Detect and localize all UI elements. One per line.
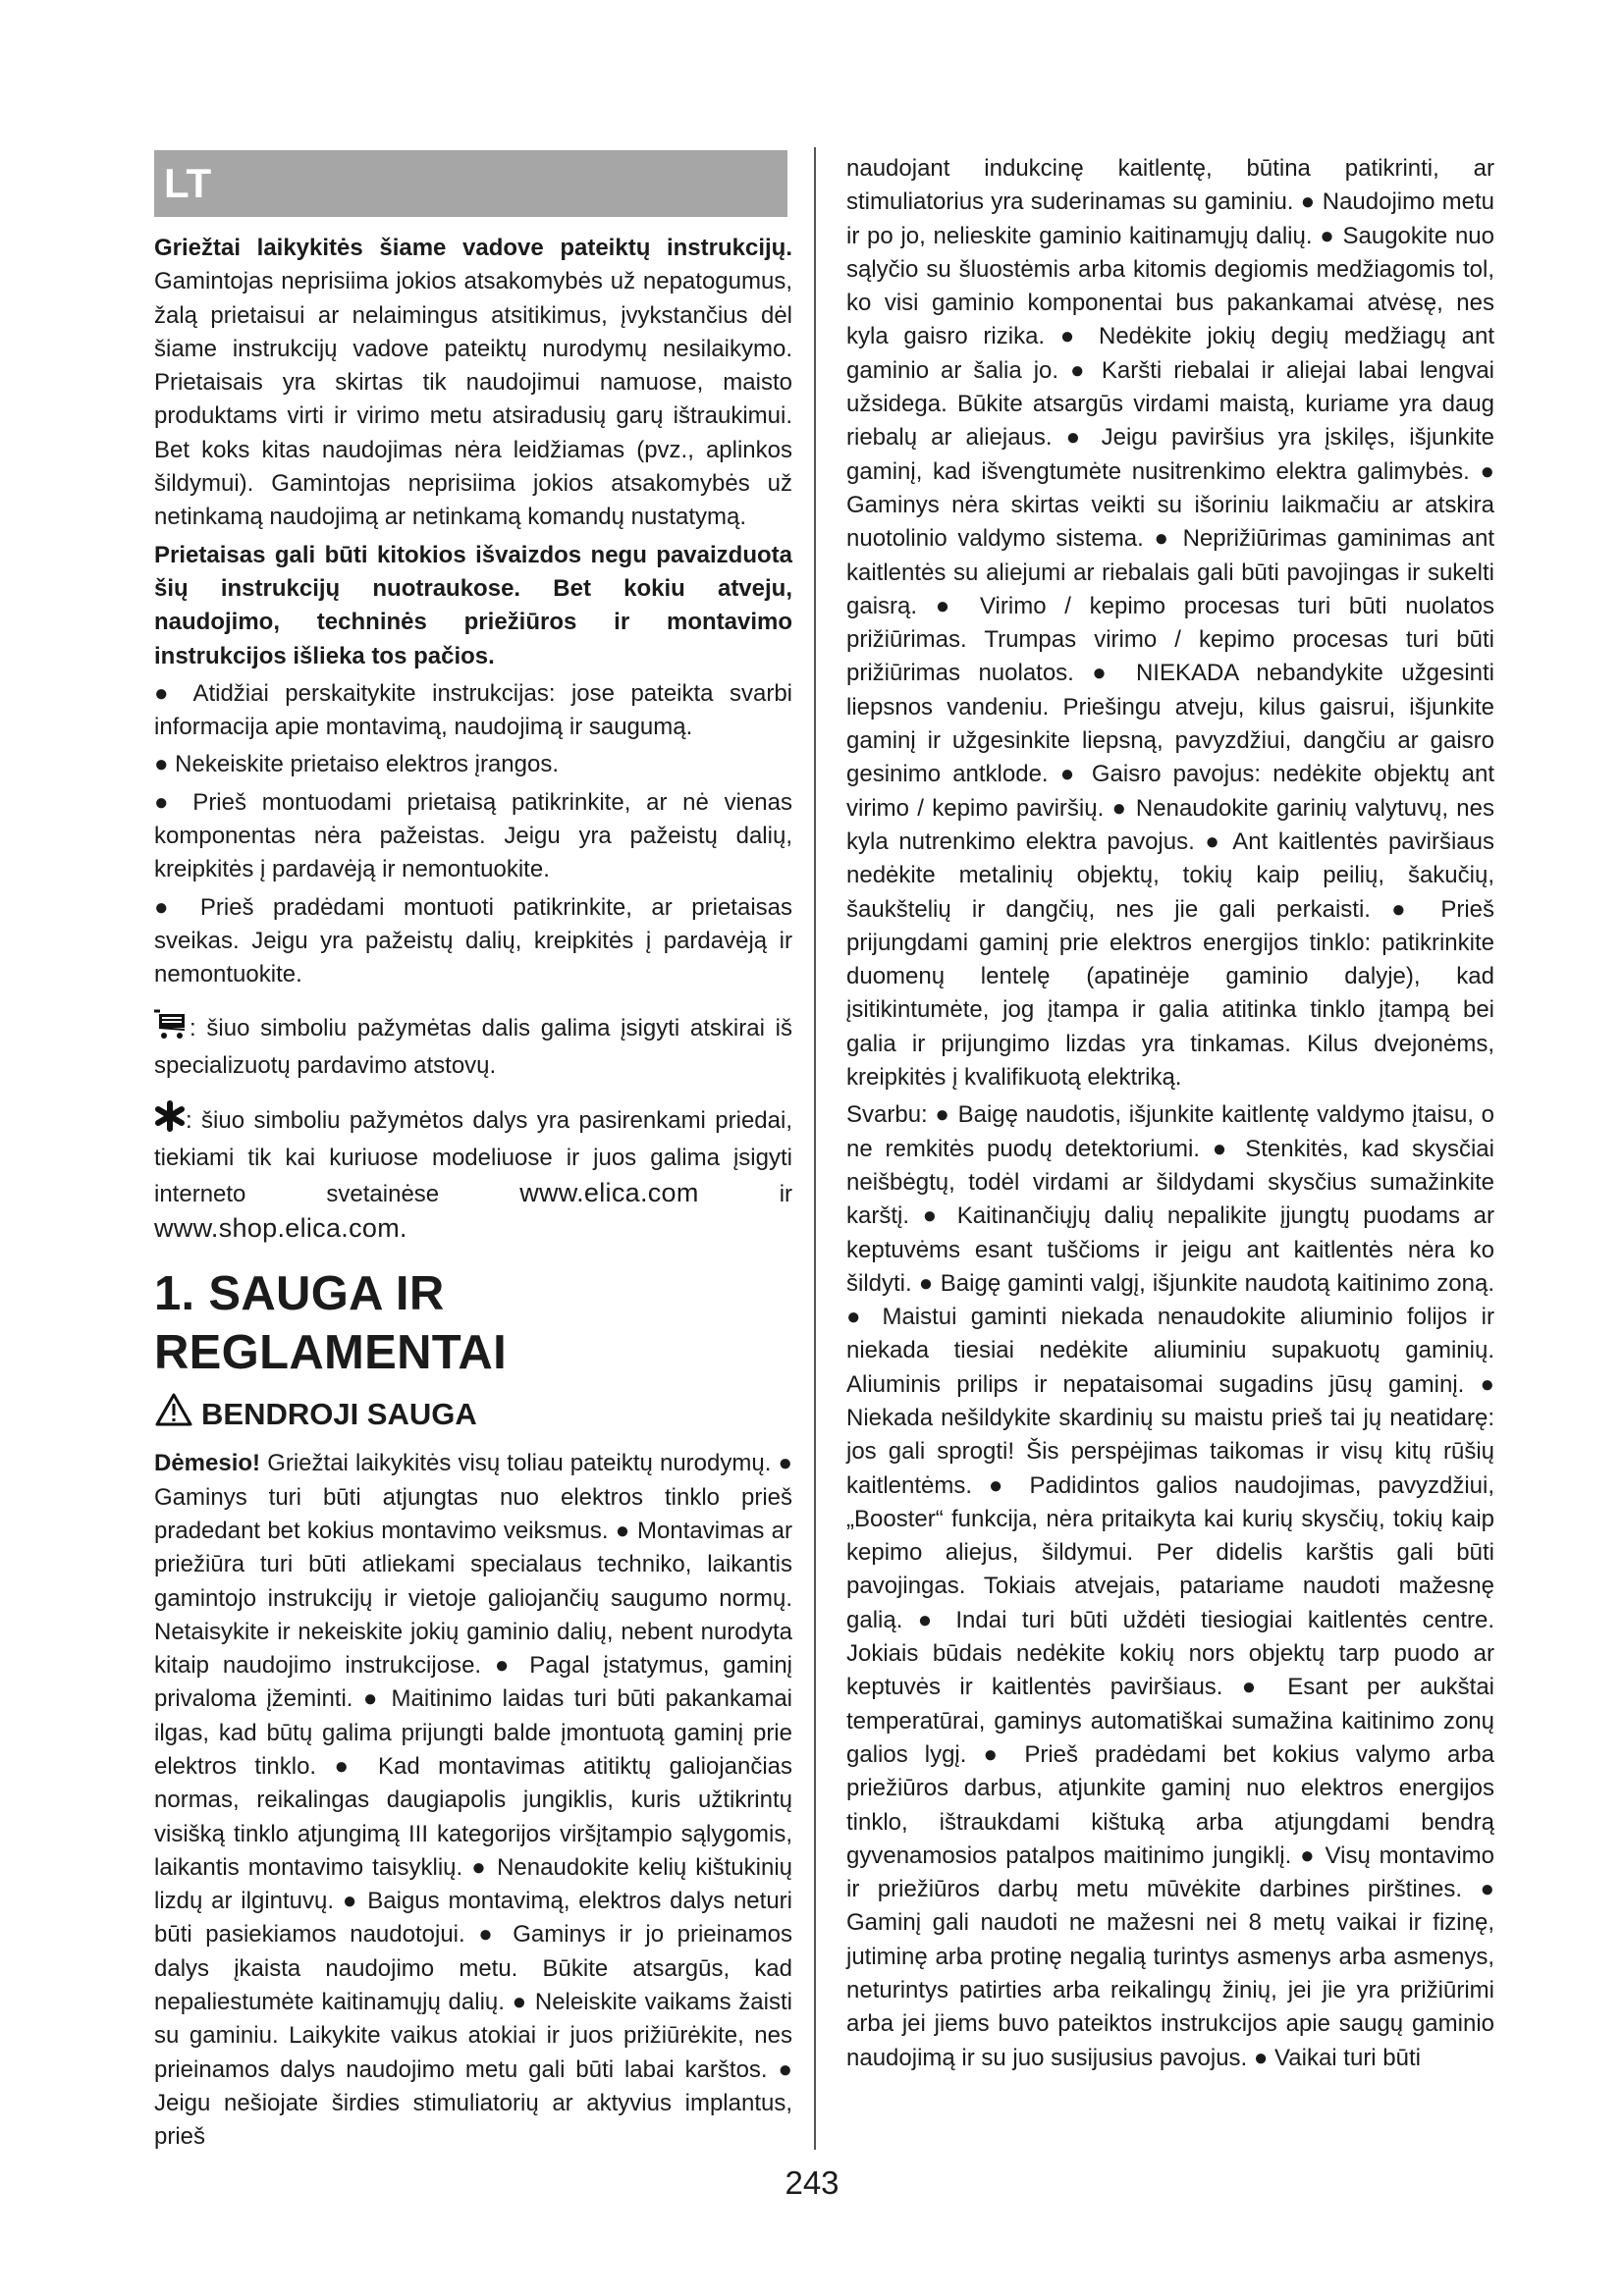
shopping-cart-icon	[154, 1008, 189, 1049]
safety-text: Griežtai laikykitės visų toliau pateiktų nurodymų. ● Gaminys turi būti atjungtas nuo elektros tinklo prieš pradedant bet kokius montavimo veiksmus. ● Montavimas ar priežiūra turi būti atliekami specialaus techniko, laikantis gamintojo instrukcijų ir vietoje galiojančių saugumo normų. Netaisykite ir nekeiskite jokių gaminio dalių, nebent nurodyta kitaip naudojimo instrukcijose. ● Pagal įstatymus, gaminį privaloma įžeminti. ● Maitinimo laidas turi būti pakankamai ilgas, kad būtų galima prijungti balde įmontuotą gaminį prie elektros tinklo. ● Kad montavimas atitiktų galiojančias normas, reikalingas daugiapolis jungiklis, kuris užtikrintų visišką tinklo atjungimą III kategorijos viršįtampio sąlygomis, laikantis montavimo taisyklių. ● Nenaudokite kelių kištukinių lizdų ar ilgintuvų. ● Baigus montavimą, elektros dalys neturi būti pasiekiamos naudotojui. ● Gaminys ir jo prieinamos dalys įkaista naudojimo metu. Būkite atsargūs, kad nepaliestumėte kaitinamųjų dalių. ● Neleiskite vaikams žaisti su gaminiu. Laikykite vaikus atokiai ir juos prižiūrėkite, nes prieinamos dalys naudojimo metu gali būti labai karštos. ● Jeigu nešiojate širdies stimuliatorių ar aktyvius implantus, prieš	[154, 1450, 793, 2151]
intro-bold-text: Griežtai laikykitės šiame vadove pateiktų instrukcijų.	[154, 235, 792, 261]
language-code: LT	[164, 160, 212, 206]
url-joiner: ir	[779, 1180, 793, 1207]
star-symbol-text: : šiuo simboliu pažymėtos dalys yra pasirenkami priedai, tiekiami tik kai kuriuose modeliuose ir juos galima įsigyti interneto svetainėse	[154, 1107, 792, 1207]
safety-paragraph-continued: naudojant indukcinę kaitlentę, būtina patikrinti, ar stimuliatorius yra suderinamas su gaminiu. ● Naudojimo metu ir po jo, nelieskite gaminio kaitinamųjų dalių. ● Saugokite nuo sąlyčio su šluostėmis arba kitomis degiomis medžiagomis tol, ko visi gaminio komponentai bus pakankamai atvėsę, nes kyla gaisro rizika. ● Nedėkite jokių degių medžiagų ant gaminio ar šalia jo. ● Karšti riebalai ir aliejai labai lengvai užsidega. Būkite atsargūs virdami maistą, kuriame yra daug riebalų ar aliejaus. ● Jeigu paviršius yra įskilęs, išjunkite gaminį, kad išvengtumėte nusitrenkimo elektra galimybės. ● Gaminys nėra skirtas veikti su išoriniu laikmačiu ar atskira nuotolinio valdymo sistema. ● Neprižiūrimas gaminimas ant kaitlentės su aliejumi ar riebalais gali būti pavojingas ir sukelti gaisrą. ● Virimo / kepimo procesas turi būti nuolatos prižiūrimas. Trumpas virimo / kepimo procesas turi būti prižiūrimas nuolatos. ● NIEKADA nebandykite užgesinti liepsnos vandeniu. Priešingu atveju, kilus gaisrui, išjunkite gaminį ir užgesinkite liepsną, pavyzdžiui, dangčiu ar gaisro gesinimo antklode. ● Gaisro pavojus: nedėkite objektų ant virimo / kepimo paviršių. ● Nenaudokite garinių valytuvų, nes kyla nutrenkimo elektra pavojus. ● Ant kaitlentės paviršiaus nedėkite metalinių objektų, tokių kaip peilių, šakučių, šaukštelių ir dangčių, nes jie gali perkaisti. ● Prieš prijungdami gaminį prie elektros energijos tinklo: patikrinkite duomenų lentelę (apatinėje gaminio dalyje), kad įsitikintumėte, jog įtampa ir galia atitinka tinklo įtampą bei galia ir prijungimo lizdas yra tinkamas. Kilus dvejonėms, kreipkitės į kvalifikuotą elektriką.	[846, 155, 1494, 1092]
bullet-check-device: ● Prieš pradėdami montuoti patikrinkite, ar prietaisas sveikas. Jeigu yra pažeistų dalių, kreipkitės į pardavėją ir nemontuokite.	[154, 893, 792, 988]
asterisk-icon	[154, 1100, 186, 1142]
shop-elica-url[interactable]: www.shop.elica.com.	[154, 1213, 407, 1244]
intro-paragraph	[154, 232, 792, 535]
page-number: 243	[785, 2164, 839, 2201]
bullet-read-instructions: ● Atidžiai perskaitykite instrukcijas: jose pateikta svarbi informacija apie montavimą, naudojimą ir saugumą.	[154, 679, 792, 741]
language-header	[154, 150, 787, 217]
elica-url[interactable]: www.elica.com	[519, 1177, 699, 1207]
safety-paragraph	[154, 1447, 792, 2154]
bullet-check-components: ● Prieš montuodami prietaisą patikrinkite, ar nė vienas komponentas nėra pažeistas. Jeigu yra pažeistų dalių, kreipkitės į pardavėją ir nemontuokite.	[154, 788, 792, 883]
column-divider	[814, 147, 816, 2150]
attention-label: Dėmesio!	[154, 1450, 261, 1477]
intro-text: Gamintojas neprisiima jokios atsakomybės už nepatogumus, žalą prietaisui ar nelaimingus atsitikimus, įvykstančius dėl šiame instrukcijų vadove pateiktų nurodymų nesilaikymo. Prietaisais yra skirtas tik naudojimui namuose, maisto produktams virti ir virimo metu atsiradusių garų ištraukimui. Bet koks kitas naudojimas nėra leidžiamas (pvz., aplinkos šildymui). Gamintojas neprisiima jokios atsakomybės už netinkamą naudojimą ar netinkamą komandų nustatymą.	[154, 268, 792, 531]
subsection-title	[154, 1392, 792, 1437]
warning-icon	[154, 1392, 193, 1437]
cart-symbol-text: : šiuo simboliu pažymėtas dalis galima įsigyti atskirai iš specializuotų pardavimo atstovų.	[154, 1014, 792, 1079]
important-paragraph: Svarbu: ● Baigę naudotis, išjunkite kaitlentę valdymo įtaisu, o ne remkitės puodų detektoriumi. ● Stenkitės, kad skysčiai neišbėgtų, todėl virdami ar šildydami skysčius sumažinkite karštį. ● Kaitinančiųjų dalių nepalikite įjungtų puodams ar keptuvėms esant tuščioms ir jeigu ant kaitlentės nėra ko šildyti. ● Baigę gaminti valgį, išjunkite naudotą kaitinimo zoną. ● Maistui gaminti niekada nenaudokite aliuminio folijos ir niekada tiesiai nedėkite aliuminiu supakuotų gaminių. Aliuminis prilips ir nepataisomai sugadins jūsų gaminį. ● Niekada nešildykite skardinių su maistu prieš tai jų neatidarę: jos gali sprogti! Šis perspėjimas taikomas ir visų kitų rūšių kaitlentėms. ● Padidintos galios naudojimas, pavyzdžiui, „Booster“ funkcija, nėra pritaikyta kai kurių skysčių, tokių kaip kepimo aliejus, šildymui. Per didelis karštis gali būti pavojingas. Tokiais atvejais, patariame naudoti mažesnę galią. ● Indai turi būti uždėti tiesiogiai kaitlentės centre. Jokiais būdais nedėkite kokių nors objektų tarp puodo ar keptuvės ir kaitlentės paviršiaus. ● Esant per aukštai temperatūrai, gaminys automatiškai sumažina kaitinimo zonų galios lygį. ● Prieš pradėdami bet kokius valymo arba priežiūros darbus, atjunkite gaminį nuo elektros energijos tinklo, ištraukdami kištuką arba atjungdami bendrą gyvenamosios patalpos maitinimo jungiklį. ● Visų montavimo ir priežiūros darbų metu mūvėkite darbines pirštines. ● Gaminį gali naudoti ne mažesni nei 8 metų vaikai ir fizinę, jutiminę arba protinę negalią turintys asmenys arba asmenys, neturintys patirties arba reikalingų žinių, jei jie yra prižiūrimi arba jei jiems buvo pateiktos instrukcijos apie saugų gaminio naudojimą ir su juo susijusius pavojus. ● Vaikai turi būti	[846, 1101, 1494, 2071]
subsection-title-text: BENDROJI SAUGA	[201, 1397, 477, 1432]
left-column	[154, 232, 792, 2163]
cart-symbol-note	[154, 1008, 792, 1084]
appearance-note: Prietaisas gali būti kitokios išvaizdos negu pavaizduota šių instrukcijų nuotraukose. Bet kokiu atveju, naudojimo, techninės priežiūros ir montavimo instrukcijos išlieka tos pačios.	[154, 541, 792, 669]
star-symbol-note	[154, 1100, 792, 1247]
section-title: 1. SAUGA IR REGLAMENTAI	[154, 1267, 507, 1380]
bullet-no-modify: ● Nekeiskite prietaiso elektros įrangos.	[154, 751, 560, 778]
right-column	[846, 152, 1494, 2084]
